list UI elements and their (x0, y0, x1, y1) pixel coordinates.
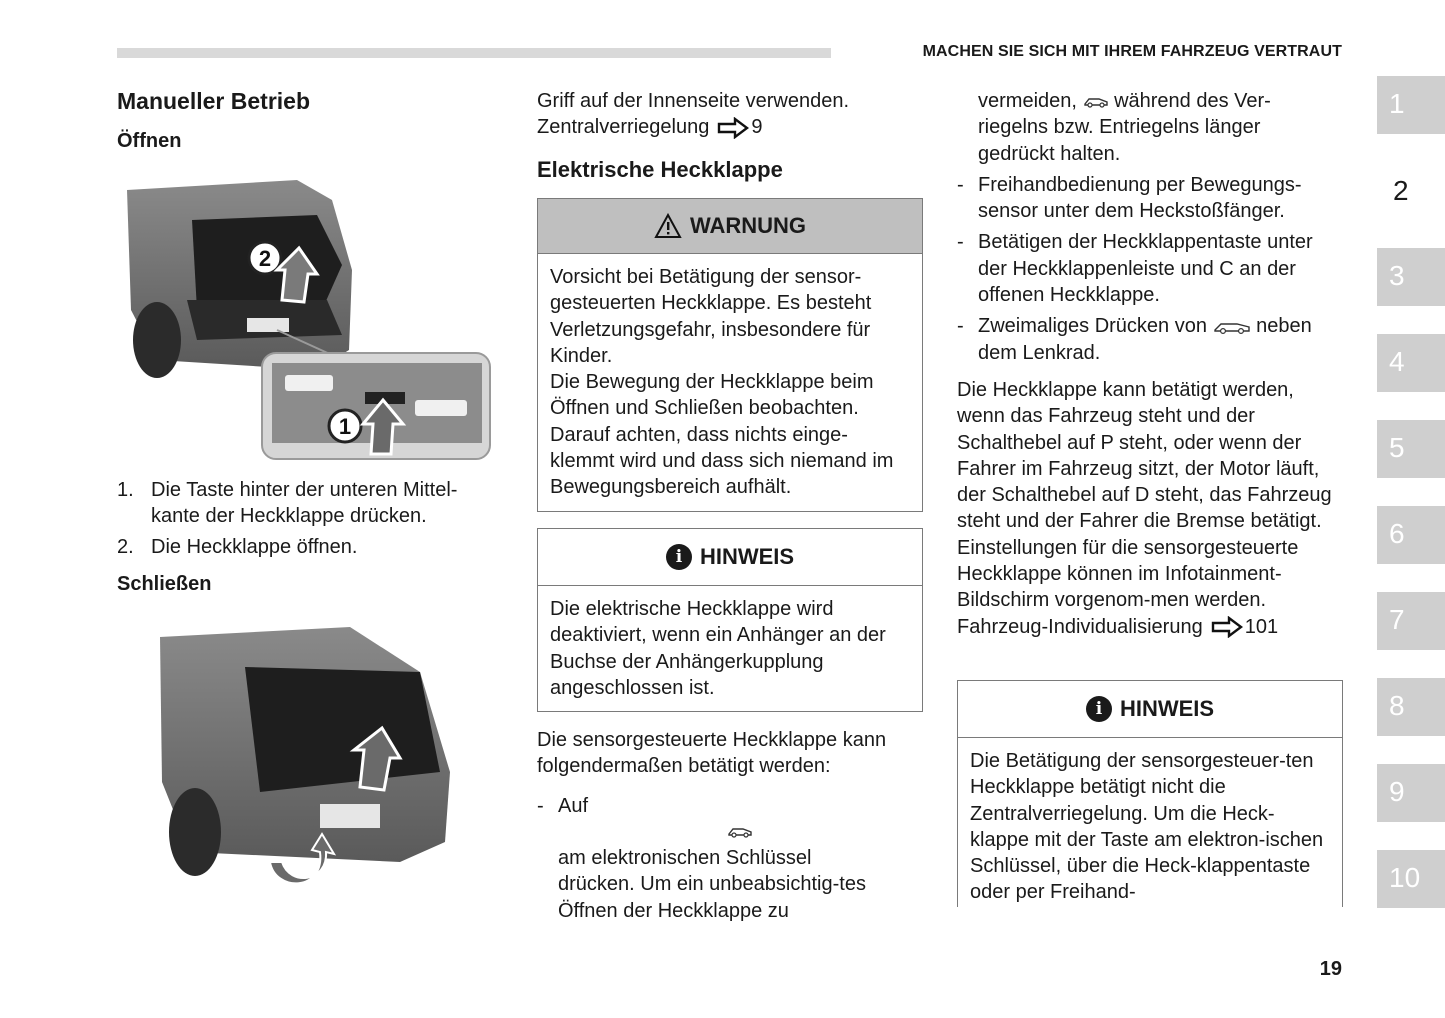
operation-conditions: Die Heckklappe kann betätigt werden, wenn das Fahrzeug steht und der Schalthebel auf P steht, oder wenn der Fahrer im Fahrzeug sitzt, der Motor läuft, der Schalthebel auf D steht, das Fahrzeug steht und der Fahrer die Bremse betätigt. Einstellungen für die sensorgesteuerte Heckklappe können im Infotainment-Bildschirm vorgenom-men werden. (957, 378, 1332, 612)
note-box (537, 528, 923, 712)
tab-chapter-1[interactable]: 1 (1377, 76, 1445, 134)
tab-chapter-2[interactable]: 2 (1377, 163, 1445, 221)
note-header: i HINWEIS (538, 529, 922, 586)
figure-open-tailgate (117, 170, 497, 465)
section-title-manual: Manueller Betrieb (117, 88, 310, 114)
tab-chapter-7[interactable]: 7 (1377, 592, 1445, 650)
list-item: - Betätigen der Heckklappentaste unter der Heckklappenleiste und C an der offenen Heckklappe. (957, 231, 1313, 307)
open-tailgate (245, 667, 440, 792)
key-fob-tailgate-icon (727, 826, 753, 838)
intro-text: Griff auf der Innenseite verwenden. Zentralverriegelung 9 (537, 88, 922, 141)
tab-chapter-6[interactable]: 6 (1377, 506, 1445, 564)
list-item: 2. Die Heckklappe öffnen. (117, 535, 358, 558)
license-plate (247, 318, 289, 332)
car-tailgate-button-icon (1213, 320, 1251, 334)
list-item: - Zweimaliges Drücken von neben dem Lenkrad. (957, 315, 1312, 364)
info-icon: i (1086, 696, 1112, 722)
chapter-title: MACHEN SIE SICH MIT IHREM FAHRZEUG VERTRAUT (922, 43, 1342, 60)
callout-1-label: 1 (338, 414, 352, 439)
license-plate (320, 804, 380, 828)
open-steps (117, 477, 497, 560)
tab-chapter-4[interactable]: 4 (1377, 334, 1445, 392)
heading-open: Öffnen (117, 130, 182, 152)
callout-2-label: 2 (258, 246, 272, 271)
tab-chapter-5[interactable]: 5 (1377, 420, 1445, 478)
arrow-reference-icon (1211, 616, 1243, 638)
arrow-reference-icon (717, 117, 749, 139)
key-instruction-text: am elektronischen Schlüssel drücken. Um ein unbeabsichtig-tes Öffnen der Heckklappe zu (558, 847, 866, 922)
warning-triangle-icon (654, 213, 682, 239)
note-body: Die elektrische Heckklappe wird deaktiviert, wenn ein Anhänger an der Buchse der Anhängerkupplung angeschlossen ist. (550, 598, 886, 699)
header-rule (117, 48, 831, 58)
inset-lamp-left (285, 375, 333, 391)
rear-wheel (169, 788, 221, 876)
tab-chapter-8[interactable]: 8 (1377, 678, 1445, 736)
note-header: i HINWEIS (958, 681, 1342, 738)
list-item: - Freihandbedienung per Bewegungs-sensor unter dem Heckstoßfänger. (957, 173, 1302, 223)
tab-chapter-3[interactable]: 3 (1377, 248, 1445, 306)
key-fob-tailgate-icon (1083, 96, 1109, 108)
page-ref-link[interactable]: 101 (1244, 615, 1279, 638)
operation-intro: Die sensorgesteuerte Heckklappe kann folgendermaßen betätigt werden: (537, 729, 887, 778)
list-item: 1. Die Taste hinter der unteren Mittel-kante der Heckklappe drücken. (117, 479, 458, 528)
tab-chapter-9[interactable]: 9 (1377, 764, 1445, 822)
col3-continued: vermeiden, während des Ver- riegelns bzw. Entriegelns länger gedrückt halten. - Freihandbedienung per Bewegungs-sensor unter dem Heckstoßfänger. - Betätigen der Heckklappentaste unter der Heckklappenleiste und C an der offenen Heckklappe. - Zweimaliges Drücken von neben dem Lenkrad. Die Heckklappe kann betätigt werden, wenn das Fahrzeug steht und der Schalthebel auf P steht, oder wenn der Fahrer im Fahrzeug sitzt, der Motor läuft, der Schalthebel auf D steht, das Fahrzeug steht und der Fahrer die Bremse betätigt. Einstellungen für die sensorgesteuerte Heckklappe können im Infotainment-Bildschirm vorgenom-men werden. Fahrzeug-Individualisierung 101 (957, 88, 1342, 640)
heading-close: Schließen (117, 573, 212, 595)
section-title-electric: Elektrische Heckklappe (537, 157, 783, 182)
warning-header: WARNUNG (538, 199, 922, 254)
reference-line: Zentralverriegelung 9 (537, 116, 763, 139)
list-item-key: - Auf (537, 795, 589, 817)
warning-box (537, 198, 923, 512)
info-icon: i (666, 544, 692, 570)
reference-line: Fahrzeug-Individualisierung 101 (957, 615, 1279, 638)
tab-chapter-10[interactable]: 10 (1377, 850, 1445, 908)
rear-wheel (133, 302, 181, 378)
warning-body: Vorsicht bei Betätigung der sensor-gesteuerten Heckklappe. Es besteht Verletzungsgefahr, insbesondere für Kinder. Die Bewegung der Heckklappe beim Öffnen und Schließen beobachten. Darauf achten, dass nichts einge-klemmt wird und dass sich niemand im Bewegungsbereich aufhält. (550, 266, 894, 499)
page-ref-link[interactable]: 9 (751, 116, 763, 139)
page-number: 19 (1319, 958, 1342, 980)
inset-lamp-right (415, 400, 467, 416)
note-box-2 (957, 680, 1343, 907)
figure-close-tailgate (150, 622, 460, 897)
note-body: Die Betätigung der sensorgesteuer-ten Heckklappe betätigt nicht die Zentralverriegelung. Um die Heck-klappe mit der Taste am elektron-ischen Schlüssel, über die Heck-klappentaste oder per Freihand- (970, 750, 1324, 904)
